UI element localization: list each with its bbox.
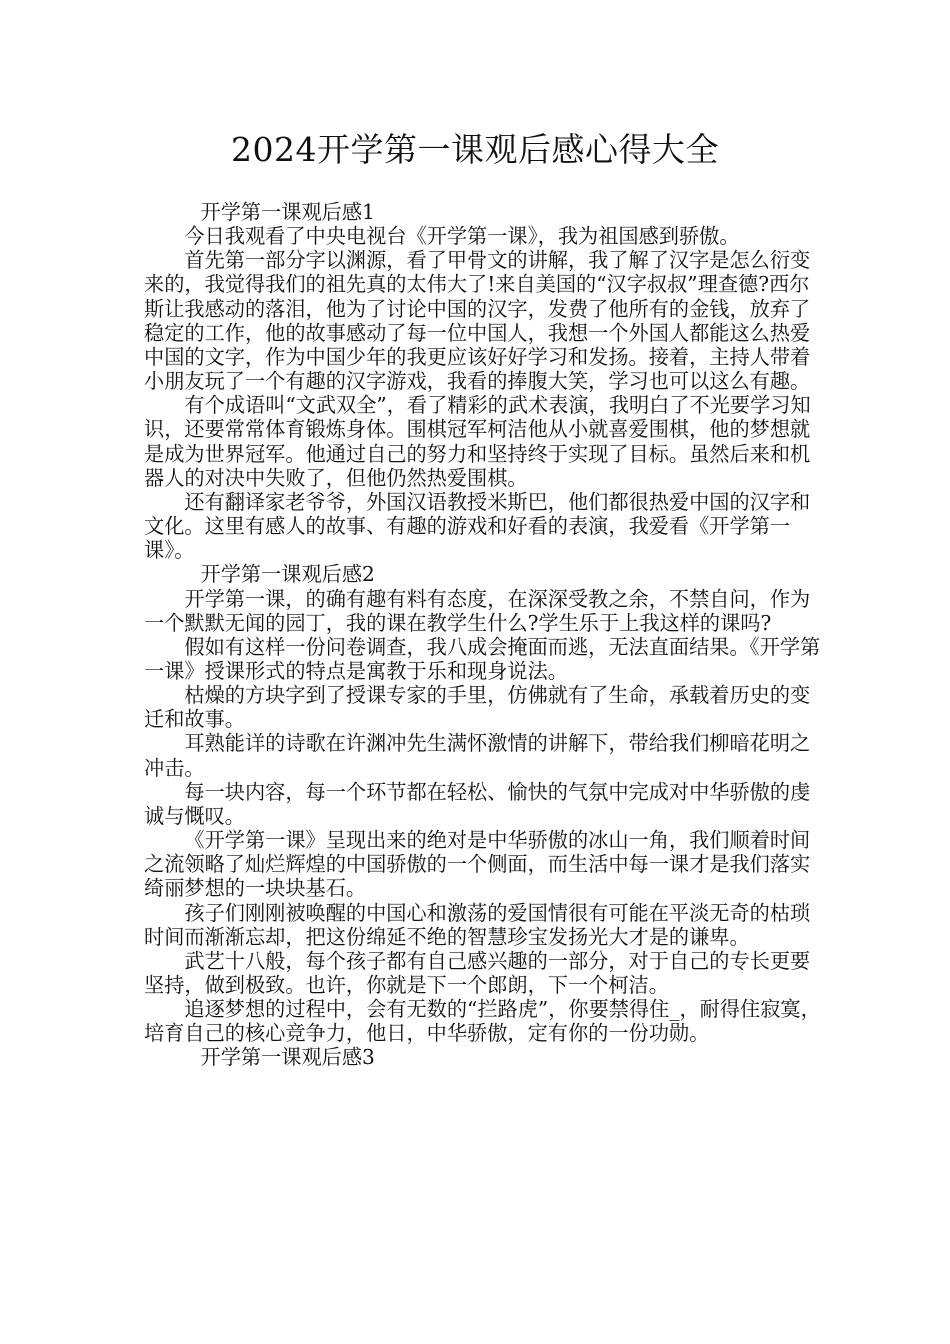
- section-heading-1: 开学第一课观后感1: [200, 200, 375, 224]
- paragraph: 追逐梦想的过程中，会有无数的“拦路虎”，你要禁得住_，耐得住寂寞，培育自己的核心竞争力，他日，中华骄傲，定有你的一份功勋。: [144, 997, 821, 1046]
- paragraph: 今日我观看了中央电视台《开学第一课》，我为祖国感到骄傲。: [184, 224, 740, 249]
- document-body: [144, 200, 824, 1070]
- document-title: 2024开学第一课观后感心得大全: [231, 130, 719, 169]
- paragraph: 每一块内容，每一个环节都在轻松、愉快的气氛中完成对中华骄傲的虔诚与慨叹。: [144, 779, 811, 828]
- paragraph: 孩子们刚刚被唤醒的中国心和激荡的爱国情很有可能在平淡无奇的枯琐时间而渐渐忘却，把这份绵延不绝的智慧珍宝发扬光大才是的谦卑。: [144, 900, 811, 949]
- paragraph: 耳熟能详的诗歌在许渊冲先生满怀激情的讲解下，带给我们柳暗花明之冲击。: [144, 731, 811, 780]
- paragraph: 还有翻译家老爷爷，外国汉语教授米斯巴，他们都很热爱中国的汉字和文化。这里有感人的故事、有趣的游戏和好看的表演，我爱看《开学第一课》。: [144, 489, 811, 563]
- paragraph: 枯燥的方块字到了授课专家的手里，仿佛就有了生命，承载着历史的变迁和故事。: [144, 683, 811, 732]
- section-heading-3: 开学第一课观后感3: [200, 1045, 375, 1070]
- section-heading-2: 开学第一课观后感2: [200, 562, 375, 587]
- paragraph: 假如有这样一份问卷调查，我八成会掩面而逃，无法直面结果。《开学第一课》授课形式的特点是寓教于乐和现身说法。: [144, 634, 821, 683]
- paragraph: 首先第一部分字以渊源，看了甲骨文的讲解，我了解了汉字是怎么衍变来的，我觉得我们的祖先真的太伟大了!来自美国的“汉字叔叔”理查德?西尔斯让我感动的落泪，他为了讨论中国的汉字，发费了他所有的金钱，放弃了稳定的工作，他的故事感动了每一位中国人，我想一个外国人都能这么热爱中国的文字，作为中国少年的我更应该好好学习和发扬。接着，主持人带着小朋友玩了一个有趣的汉字游戏，我看的捧腹大笑，学习也可以这么有趣。: [144, 248, 811, 394]
- paragraph: 有个成语叫“文武双全”，看了精彩的武术表演，我明白了不光要学习知识，还要常常体育锻炼身体。围棋冠军柯洁他从小就喜爱围棋，他的梦想就是成为世界冠军。他通过自己的努力和坚持终于实现了目标。虽然后来和机器人的对决中失败了，但他仍然热爱围棋。: [144, 393, 811, 490]
- paragraph: 开学第一课，的确有趣有料有态度，在深深受教之余，不禁自问，作为一个默默无闻的园丁，我的课在教学生什么?学生乐于上我这样的课吗?: [144, 586, 811, 635]
- paragraph: 《开学第一课》呈现出来的绝对是中华骄傲的冰山一角，我们顺着时间之流领略了灿烂辉煌的中国骄傲的一个侧面，而生活中每一课才是我们落实绮丽梦想的一块块基石。: [144, 828, 811, 901]
- paragraph: 武艺十八般，每个孩子都有自己感兴趣的一部分，对于自己的专长更要坚持，做到极致。也许，你就是下一个郎朗，下一个柯洁。: [144, 948, 811, 997]
